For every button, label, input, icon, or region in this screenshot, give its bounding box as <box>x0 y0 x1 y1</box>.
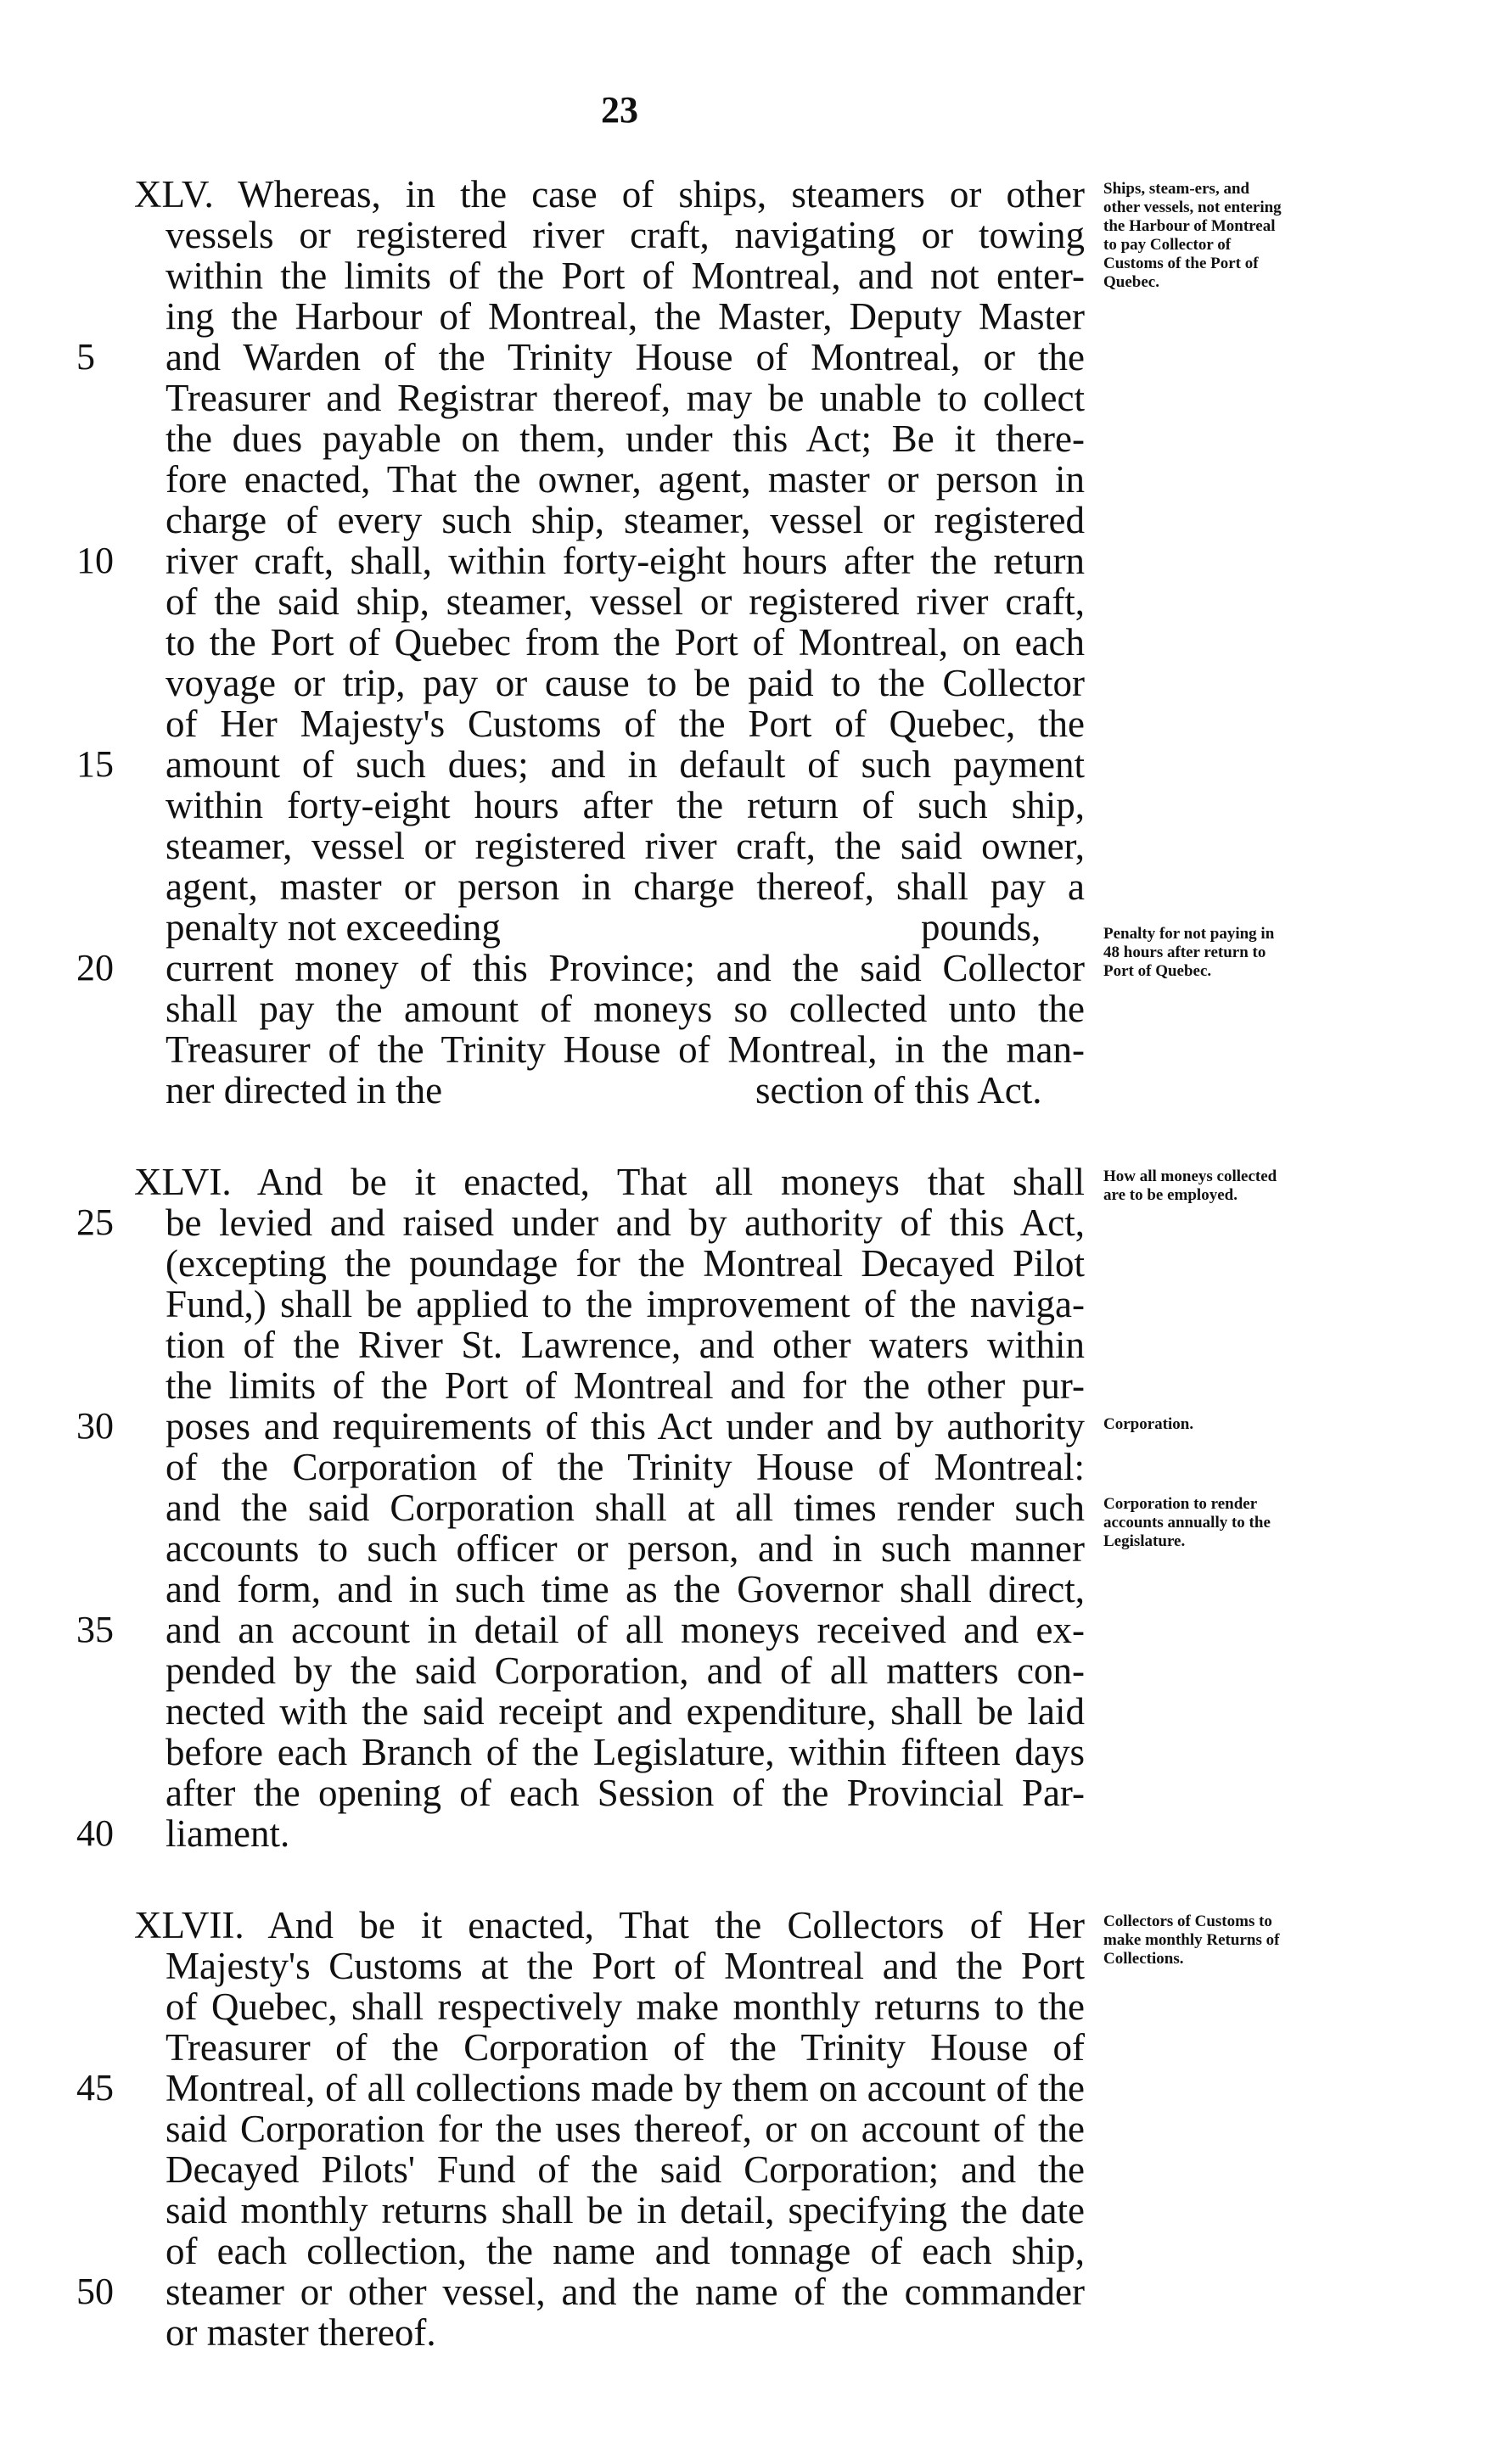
line-number: 20 <box>76 947 114 988</box>
text-line: shall pay the amount of moneys so collected unto the <box>166 988 1085 1030</box>
text-line: accounts to such officer or person, and in such manner <box>166 1527 1085 1570</box>
line-number: 45 <box>76 2067 114 2108</box>
text-line: ing the Harbour of Montreal, the Master, Deputy Master <box>166 295 1085 338</box>
text-line: Fund,) shall be applied to the improvement of the naviga- <box>166 1283 1085 1325</box>
line-number: 15 <box>76 743 114 785</box>
text-line: of the said ship, steamer, vessel or registered river craft, <box>166 580 1085 623</box>
text-line: said Corporation for the uses thereof, or on account of the <box>166 2108 1085 2150</box>
text-line: Treasurer and Registrar thereof, may be unable to collect <box>166 377 1085 419</box>
margin-note: Corporation. <box>1103 1415 1194 1433</box>
page-number: 23 <box>601 89 638 131</box>
line-number: 40 <box>76 1812 114 1854</box>
text-line: steamer or other vessel, and the name of the commander <box>166 2271 1085 2313</box>
margin-note: Ships, steam-ers, and other vessels, not entering the Harbour of Montreal to pay Collector of Customs of the Port of Quebec. <box>1103 180 1282 291</box>
text-line: before each Branch of the Legislature, within fifteen days <box>166 1731 1085 1773</box>
text-line: vessels or registered river craft, navigating or towing <box>166 214 1085 256</box>
text-line: river craft, shall, within forty-eight hours after the return <box>166 540 1085 582</box>
text-line: Majesty's Customs at the Port of Montreal and the Port <box>166 1945 1085 1987</box>
text-line-end: pounds, <box>921 906 1041 949</box>
text-line: within the limits of the Port of Montreal, and not enter- <box>166 255 1085 297</box>
text-line: poses and requirements of this Act under and by authority <box>166 1405 1085 1448</box>
text-line: to the Port of Quebec from the Port of Montreal, on each <box>166 621 1085 664</box>
line-number: 5 <box>76 336 95 378</box>
text-line: Decayed Pilots' Fund of the said Corporation; and the <box>166 2148 1085 2191</box>
text-line: said monthly returns shall be in detail, specifying the date <box>166 2189 1085 2232</box>
text-line: of Quebec, shall respectively make monthly returns to the <box>166 1985 1085 2028</box>
margin-note: How all moneys collected are to be employed. <box>1103 1168 1277 1204</box>
text-line: voyage or trip, pay or cause to be paid to the Collector <box>166 662 1085 704</box>
text-line: Treasurer of the Trinity House of Montreal, in the man- <box>166 1028 1085 1071</box>
text-line: amount of such dues; and in default of such payment <box>166 743 1085 786</box>
margin-note: Corporation to render accounts annually to the Legislature. <box>1103 1495 1271 1550</box>
text-line: Montreal, of all collections made by them on account of the <box>166 2067 1085 2109</box>
text-line: of the Corporation of the Trinity House of Montreal: <box>166 1446 1085 1488</box>
text-line: or master thereof. <box>166 2311 436 2354</box>
text-line: pended by the said Corporation, and of all matters con- <box>166 1649 1085 1692</box>
text-line: and an account in detail of all moneys received and ex- <box>166 1609 1085 1651</box>
text-line: within forty-eight hours after the return of such ship, <box>166 784 1085 826</box>
text-line: agent, master or person in charge thereof, shall pay a <box>166 865 1085 908</box>
text-line: after the opening of each Session of the Provincial Par- <box>166 1772 1085 1814</box>
text-line: of each collection, the name and tonnage of each ship, <box>166 2230 1085 2272</box>
text-line: of Her Majesty's Customs of the Port of Quebec, the <box>166 703 1085 745</box>
text-line: tion of the River St. Lawrence, and other waters within <box>166 1324 1085 1366</box>
text-line: be levied and raised under and by authority of this Act, <box>166 1201 1085 1244</box>
text-line: ner directed in the <box>166 1069 443 1112</box>
text-line: XLVII. And be it enacted, That the Collectors of Her <box>134 1904 1085 1946</box>
margin-note: Penalty for not paying in 48 hours after return to Port of Quebec. <box>1103 925 1275 980</box>
text-line: (excepting the poundage for the Montreal Decayed Pilot <box>166 1242 1085 1285</box>
text-line: liament. <box>166 1812 290 1855</box>
text-line: charge of every such ship, steamer, vessel or registered <box>166 499 1085 541</box>
line-number: 30 <box>76 1405 114 1447</box>
line-number: 10 <box>76 540 114 581</box>
text-line: penalty not exceeding <box>166 906 501 949</box>
line-number: 50 <box>76 2271 114 2312</box>
margin-note: Collectors of Customs to make monthly Returns of Collections. <box>1103 1912 1280 1968</box>
text-line: nected with the said receipt and expenditure, shall be laid <box>166 1690 1085 1733</box>
text-line: Treasurer of the Corporation of the Trinity House of <box>166 2026 1085 2069</box>
text-line: and Warden of the Trinity House of Montreal, or the <box>166 336 1085 378</box>
text-line: steamer, vessel or registered river craft, the said owner, <box>166 825 1085 867</box>
text-line: XLV. Whereas, in the case of ships, steamers or other <box>134 173 1085 216</box>
text-line: current money of this Province; and the said Collector <box>166 947 1085 989</box>
text-line: and the said Corporation shall at all times render such <box>166 1487 1085 1529</box>
text-line: fore enacted, That the owner, agent, master or person in <box>166 458 1085 501</box>
text-line: and form, and in such time as the Governor shall direct, <box>166 1568 1085 1610</box>
text-line-end: section of this Act. <box>755 1069 1042 1112</box>
line-number: 35 <box>76 1609 114 1650</box>
text-line: the limits of the Port of Montreal and for the other pur- <box>166 1364 1085 1407</box>
text-line: the dues payable on them, under this Act; Be it there- <box>166 417 1085 460</box>
line-number: 25 <box>76 1201 114 1243</box>
text-line: XLVI. And be it enacted, That all moneys that shall <box>134 1161 1085 1203</box>
